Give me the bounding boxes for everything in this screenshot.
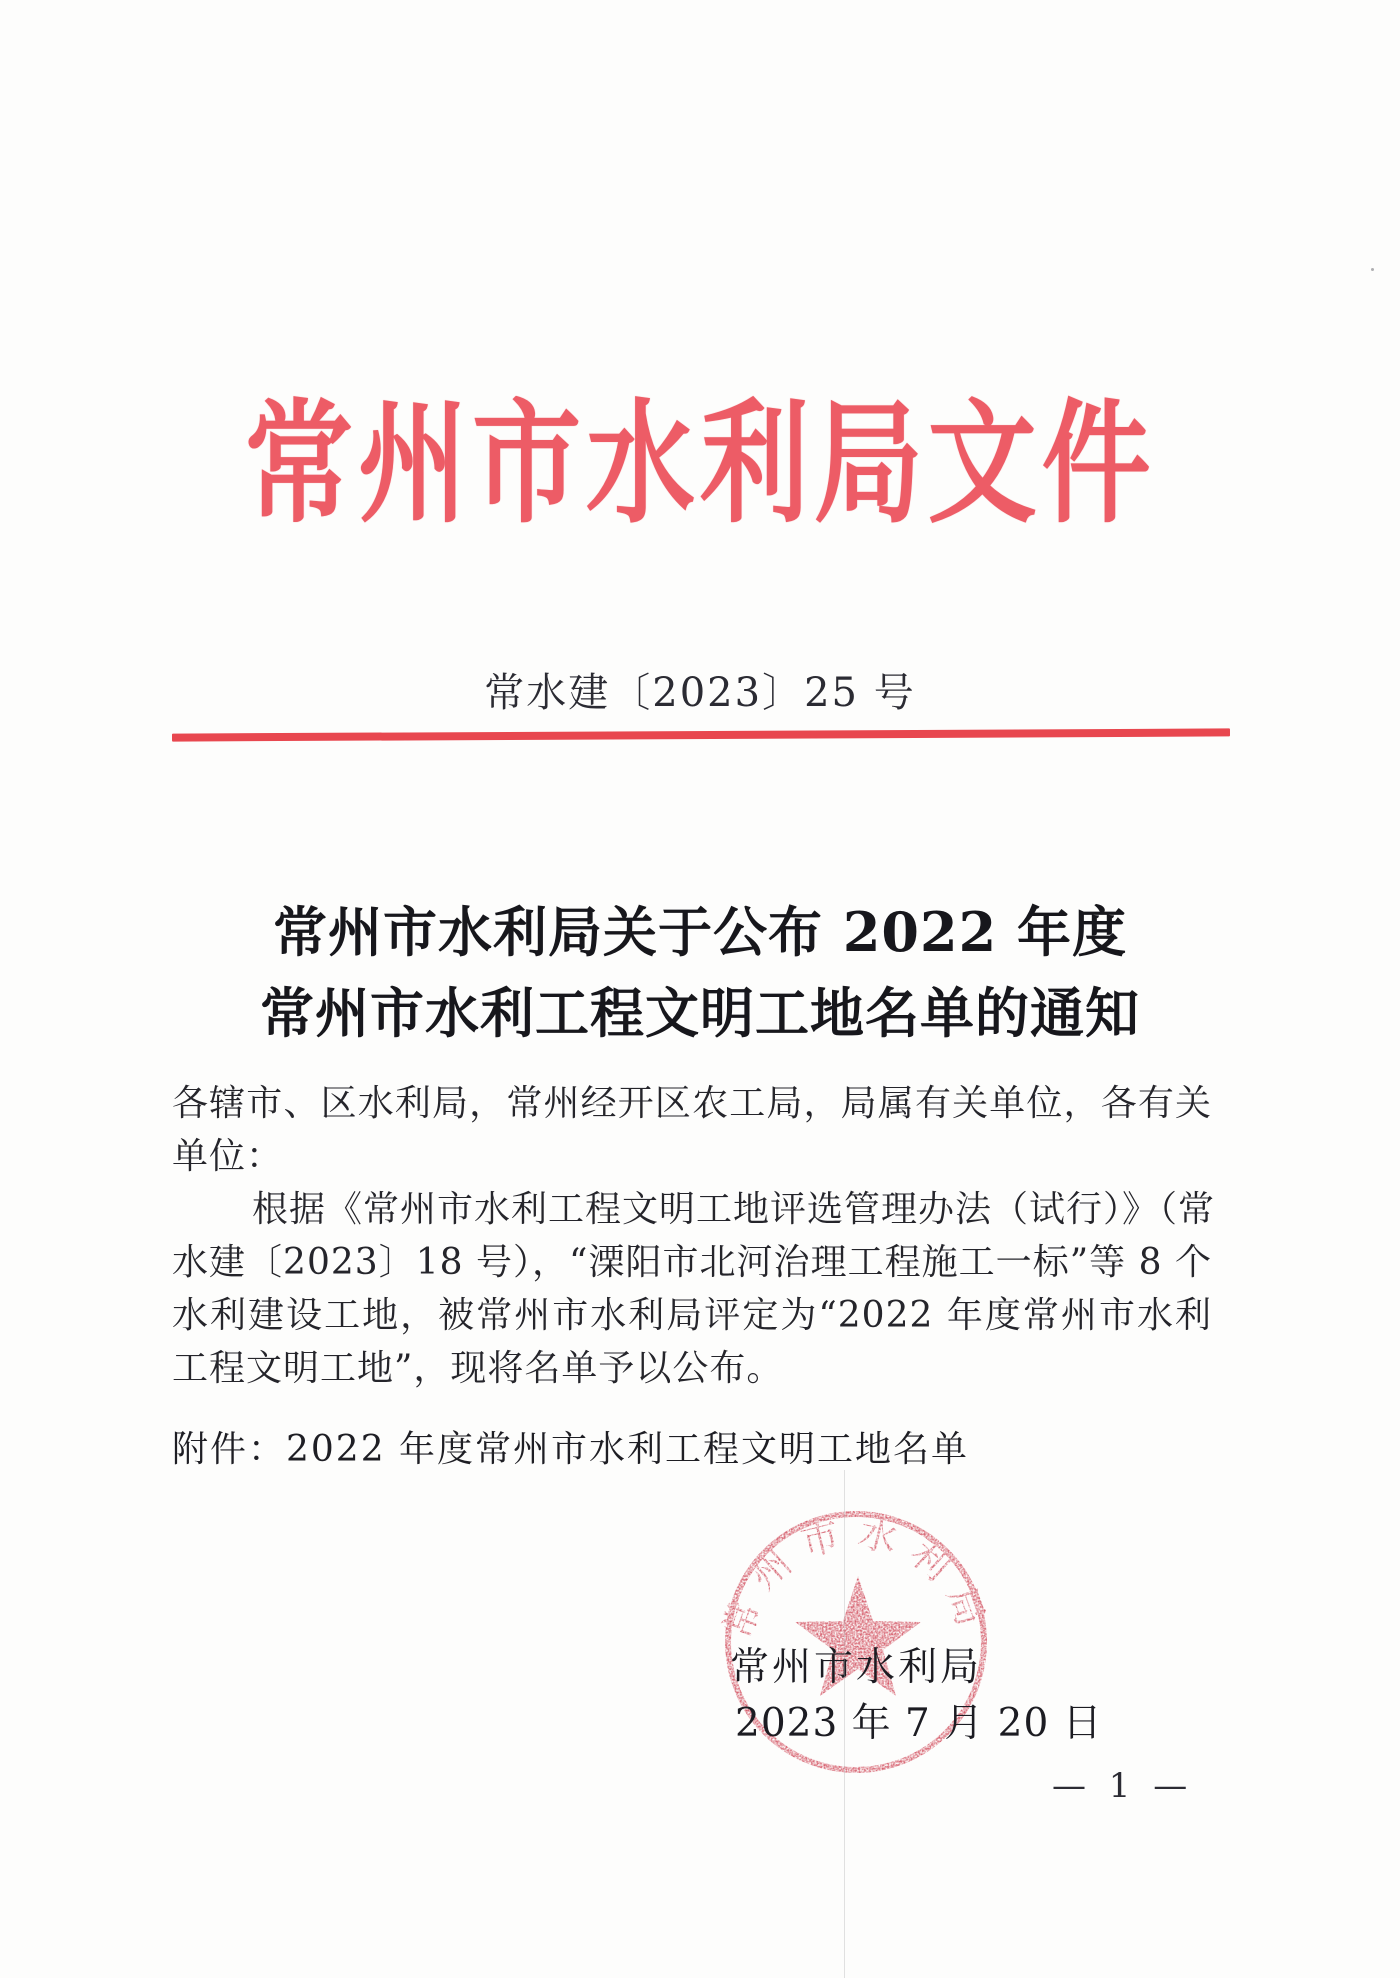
masthead (0, 386, 1400, 542)
paragraph-line: 根据《常州市水利工程文明工地评选管理办法（试行）》（常 (252, 1189, 1216, 1230)
notice-heading (0, 892, 1400, 1054)
attachment-line: 附件：2022 年度常州市水利工程文明工地名单 (172, 1429, 970, 1470)
page-number: — 1 — (1052, 1766, 1194, 1806)
body-text (172, 1077, 1216, 1395)
paragraph-line: 工程文明工地”，现将名单予以公布。 (172, 1348, 784, 1389)
paragraph-line: 水建〔2023〕18 号），“溧阳市北河治理工程施工一标”等 8 个 (172, 1242, 1212, 1283)
signature-date: 2023 年 7 月 20 日 (735, 1701, 1103, 1746)
scan-artifact-dot (1371, 268, 1374, 271)
salutation-line: 各辖市、区水利局，常州经开区农工局，局属有关单位，各有关 (172, 1083, 1212, 1124)
seal-arc-text: 常州市水利局 (714, 1509, 998, 1645)
red-rule-divider (172, 728, 1230, 741)
salutation-line: 单位： (172, 1136, 284, 1177)
paragraph-line: 水利建设工地，被常州市水利局评定为“2022 年度常州市水利 (172, 1295, 1212, 1336)
doc-number: 常水建〔2023〕25 号 (484, 670, 916, 716)
paper-fold-line (844, 1470, 845, 1978)
notice-heading-line1: 常州市水利局关于公布 2022 年度 (273, 900, 1127, 964)
signature-org: 常州市水利局 (729, 1645, 982, 1690)
masthead-title: 常州市水利局文件 (244, 386, 1156, 542)
notice-heading-line2: 常州市水利工程文明工地名单的通知 (260, 981, 1140, 1045)
